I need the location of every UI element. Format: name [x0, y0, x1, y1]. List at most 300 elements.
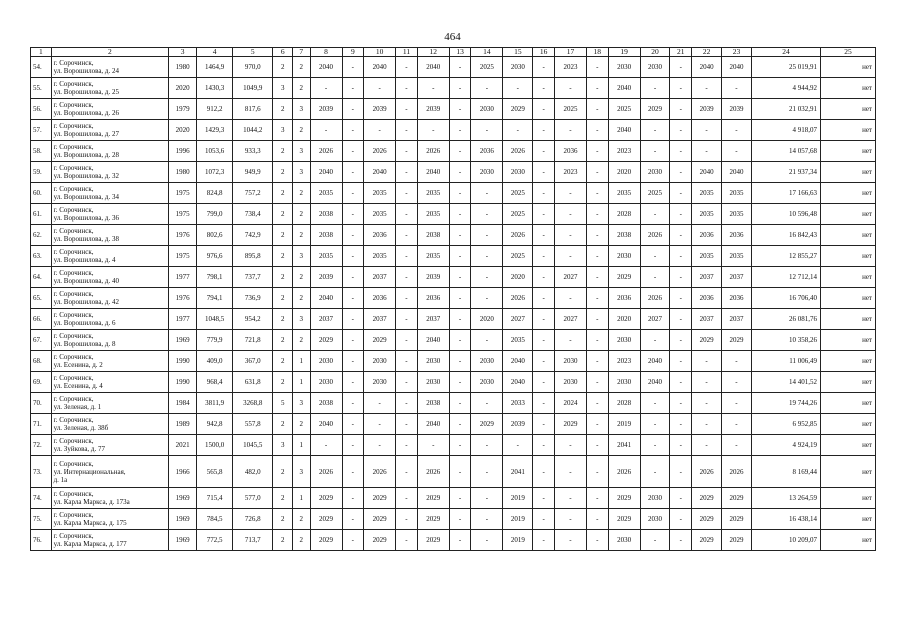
table-cell: - — [533, 488, 555, 509]
table-cell: - — [722, 351, 752, 372]
table-cell: - — [533, 509, 555, 530]
table-cell: - — [342, 414, 364, 435]
table-cell: - — [692, 141, 722, 162]
table-cell: 2030 — [608, 246, 640, 267]
table-cell: 2036 — [692, 225, 722, 246]
table-cell: - — [554, 225, 586, 246]
table-cell: 2026 — [364, 456, 396, 488]
table-cell: - — [310, 435, 342, 456]
table-cell: 2041 — [608, 435, 640, 456]
table-cell: 1 — [293, 435, 311, 456]
table-cell: - — [342, 57, 364, 78]
table-cell: 1049,9 — [233, 78, 273, 99]
table-cell: 715,4 — [197, 488, 233, 509]
address-cell — [51, 204, 169, 225]
table-cell: 954,2 — [233, 309, 273, 330]
page-number: 464 — [444, 31, 461, 43]
address-line: ул. Ворошилова, д. 34 — [53, 193, 119, 201]
address-line: г. Сорочинск, — [53, 332, 94, 340]
table-cell: 2 — [273, 309, 293, 330]
table-cell: 2040 — [608, 120, 640, 141]
table-cell: нет — [821, 78, 876, 99]
address-cell — [51, 393, 169, 414]
table-cell: - — [533, 225, 555, 246]
table-cell: 2040 — [640, 372, 670, 393]
table-cell: - — [670, 141, 692, 162]
table-cell: 3 — [293, 162, 311, 183]
table-cell: - — [533, 120, 555, 141]
table-row — [31, 288, 876, 309]
table-cell: 976,6 — [197, 246, 233, 267]
table-cell: - — [310, 78, 342, 99]
table-row — [31, 267, 876, 288]
column-header: 19 — [608, 48, 640, 57]
table-cell: 2030 — [417, 372, 449, 393]
table-cell: - — [670, 372, 692, 393]
table-row — [31, 78, 876, 99]
table-cell: 2035 — [692, 204, 722, 225]
table-cell: 2023 — [608, 141, 640, 162]
table-cell: - — [586, 267, 608, 288]
table-cell: - — [449, 530, 471, 551]
table-cell: 2 — [273, 99, 293, 120]
table-cell: 2025 — [471, 57, 503, 78]
table-row — [31, 141, 876, 162]
table-cell: 2029 — [364, 530, 396, 551]
column-header: 10 — [364, 48, 396, 57]
table-cell: нет — [821, 456, 876, 488]
table-cell: 2 — [293, 78, 311, 99]
table-cell: 2036 — [554, 141, 586, 162]
address-cell — [51, 78, 169, 99]
table-cell: - — [533, 456, 555, 488]
table-cell: 367,0 — [233, 351, 273, 372]
table-cell: - — [342, 393, 364, 414]
table-cell: 2026 — [608, 456, 640, 488]
table-cell: 10 358,26 — [751, 330, 820, 351]
table-cell: 2029 — [722, 530, 752, 551]
table-cell: - — [449, 393, 471, 414]
table-cell: 2 — [293, 288, 311, 309]
table-cell: нет — [821, 120, 876, 141]
table-cell: 2037 — [692, 309, 722, 330]
address-cell — [51, 162, 169, 183]
table-cell: - — [449, 204, 471, 225]
table-row — [31, 162, 876, 183]
table-cell: - — [396, 162, 418, 183]
table-row — [31, 393, 876, 414]
table-cell: - — [586, 309, 608, 330]
table-cell: - — [533, 141, 555, 162]
column-header: 6 — [273, 48, 293, 57]
table-cell: - — [533, 393, 555, 414]
table-body — [31, 57, 876, 551]
table-cell: - — [722, 120, 752, 141]
table-cell: 2 — [293, 204, 311, 225]
table-cell: - — [310, 120, 342, 141]
table-cell: 2029 — [503, 99, 533, 120]
table-row — [31, 488, 876, 509]
table-cell: 409,0 — [197, 351, 233, 372]
table-cell: - — [670, 204, 692, 225]
table-cell: 2040 — [310, 162, 342, 183]
table-cell: 2 — [273, 351, 293, 372]
table-cell: 3 — [273, 78, 293, 99]
table-cell: - — [342, 141, 364, 162]
table-cell: 798,1 — [197, 267, 233, 288]
table-cell: - — [449, 488, 471, 509]
table-cell: 2 — [273, 509, 293, 530]
table-cell: 2 — [273, 57, 293, 78]
table-cell: - — [554, 288, 586, 309]
column-header: 24 — [751, 48, 820, 57]
table-cell: - — [533, 57, 555, 78]
table-cell: 2029 — [417, 488, 449, 509]
table-cell: - — [586, 509, 608, 530]
table-cell: 2040 — [640, 351, 670, 372]
address-line: г. Сорочинск, — [53, 80, 94, 88]
table-cell: 2039 — [503, 414, 533, 435]
table-cell: 2030 — [640, 509, 670, 530]
table-cell: 12 712,14 — [751, 267, 820, 288]
table-cell: - — [449, 509, 471, 530]
table-cell: 60. — [31, 183, 52, 204]
table-cell: - — [670, 99, 692, 120]
table-cell: - — [449, 78, 471, 99]
column-header: 5 — [233, 48, 273, 57]
table-cell: 2037 — [310, 309, 342, 330]
table-cell: - — [396, 530, 418, 551]
table-cell: - — [586, 488, 608, 509]
table-cell: нет — [821, 288, 876, 309]
table-cell: - — [554, 530, 586, 551]
table-cell: 16 438,14 — [751, 509, 820, 530]
table-cell: 2029 — [608, 267, 640, 288]
table-cell: - — [670, 488, 692, 509]
table-cell: 757,2 — [233, 183, 273, 204]
table-cell: - — [342, 288, 364, 309]
table-cell: - — [533, 330, 555, 351]
table-cell: нет — [821, 57, 876, 78]
table-cell: 1976 — [169, 288, 197, 309]
table-cell: - — [533, 351, 555, 372]
table-cell: - — [396, 456, 418, 488]
table-cell: 736,9 — [233, 288, 273, 309]
table-cell: нет — [821, 141, 876, 162]
table-cell: - — [396, 351, 418, 372]
table-cell: 2029 — [417, 530, 449, 551]
table-cell: - — [640, 78, 670, 99]
table-cell: 2033 — [503, 393, 533, 414]
address-line: ул. Карла Маркса, д. 173а — [53, 498, 130, 506]
table-cell: - — [586, 141, 608, 162]
address-cell — [51, 57, 169, 78]
table-cell: 2040 — [692, 57, 722, 78]
table-cell: 2021 — [169, 435, 197, 456]
table-cell: - — [640, 414, 670, 435]
table-cell: - — [533, 246, 555, 267]
table-cell: 2029 — [722, 330, 752, 351]
table-cell: - — [417, 78, 449, 99]
table-cell: - — [670, 288, 692, 309]
table-cell: - — [364, 78, 396, 99]
address-line: ул. Ворошилова, д. 42 — [53, 298, 119, 306]
table-cell: 2024 — [554, 393, 586, 414]
table-cell: - — [471, 246, 503, 267]
address-line: г. Сорочинск, — [53, 511, 94, 519]
table-cell: 72. — [31, 435, 52, 456]
address-line: г. Сорочинск, — [53, 311, 94, 319]
table-row — [31, 225, 876, 246]
address-line: г. Сорочинск, — [53, 374, 94, 382]
table-cell: - — [471, 267, 503, 288]
table-cell: 2040 — [364, 162, 396, 183]
table-cell: 1980 — [169, 162, 197, 183]
table-cell: - — [364, 414, 396, 435]
table-cell: 3 — [293, 99, 311, 120]
table-cell: нет — [821, 509, 876, 530]
table-cell: - — [342, 246, 364, 267]
table-cell: 2 — [293, 330, 311, 351]
table-cell: 912,2 — [197, 99, 233, 120]
table-cell: 1 — [293, 488, 311, 509]
table-cell: - — [533, 204, 555, 225]
table-cell: 70. — [31, 393, 52, 414]
table-cell: - — [342, 309, 364, 330]
table-cell: 577,0 — [233, 488, 273, 509]
header-row — [31, 48, 876, 57]
table-cell: - — [533, 162, 555, 183]
table-cell: - — [586, 99, 608, 120]
table-cell: 2 — [293, 225, 311, 246]
table-cell: - — [342, 372, 364, 393]
table-cell: - — [364, 120, 396, 141]
table-cell: нет — [821, 488, 876, 509]
table-cell: 1072,3 — [197, 162, 233, 183]
table-cell: - — [722, 414, 752, 435]
table-cell: - — [586, 351, 608, 372]
address-cell — [51, 330, 169, 351]
table-cell: 1969 — [169, 330, 197, 351]
table-cell: 2030 — [417, 351, 449, 372]
address-cell — [51, 435, 169, 456]
table-cell: - — [533, 414, 555, 435]
table-cell: 794,1 — [197, 288, 233, 309]
table-cell: - — [449, 141, 471, 162]
table-cell: 2038 — [310, 225, 342, 246]
table-cell: - — [670, 162, 692, 183]
table-cell: - — [554, 488, 586, 509]
column-header: 2 — [51, 48, 169, 57]
table-cell: 54. — [31, 57, 52, 78]
table-cell: 2 — [293, 120, 311, 141]
table-cell: - — [586, 530, 608, 551]
table-cell: 2026 — [503, 141, 533, 162]
table-cell: 2 — [273, 456, 293, 488]
address-line: ул. Зеленая, д. 38б — [53, 424, 109, 432]
address-line: ул. Ворошилова, д. 40 — [53, 277, 119, 285]
table-cell: - — [640, 141, 670, 162]
table-cell: 2025 — [608, 99, 640, 120]
table-cell: 2026 — [722, 456, 752, 488]
table-cell: 2035 — [310, 246, 342, 267]
table-cell: 3268,8 — [233, 393, 273, 414]
table-cell: 2029 — [692, 530, 722, 551]
table-cell: 1 — [293, 351, 311, 372]
table-cell: 2030 — [310, 351, 342, 372]
table-cell: 2029 — [608, 488, 640, 509]
table-cell: 1984 — [169, 393, 197, 414]
table-cell: - — [396, 141, 418, 162]
table-cell: 2029 — [364, 509, 396, 530]
column-header: 12 — [417, 48, 449, 57]
table-cell: 2030 — [471, 372, 503, 393]
table-cell: 2 — [293, 509, 311, 530]
table-cell: 21 937,34 — [751, 162, 820, 183]
table-row — [31, 183, 876, 204]
table-cell: 21 032,91 — [751, 99, 820, 120]
table-cell: - — [586, 78, 608, 99]
table-cell: - — [640, 393, 670, 414]
table-cell: 2 — [293, 267, 311, 288]
table-cell: - — [342, 435, 364, 456]
table-cell: 2026 — [310, 456, 342, 488]
column-header: 8 — [310, 48, 342, 57]
address-line: г. Сорочинск, — [53, 269, 94, 277]
table-row — [31, 509, 876, 530]
table-cell: 2038 — [417, 225, 449, 246]
column-header: 25 — [821, 48, 876, 57]
table-cell: 2 — [273, 246, 293, 267]
table-cell: - — [449, 225, 471, 246]
table-cell: 2035 — [417, 204, 449, 225]
table-cell: - — [396, 183, 418, 204]
table-cell: 2037 — [722, 309, 752, 330]
table-cell: - — [670, 509, 692, 530]
table-cell: 2029 — [310, 509, 342, 530]
table-cell: 19 744,26 — [751, 393, 820, 414]
table-cell: 2037 — [692, 267, 722, 288]
address-cell — [51, 488, 169, 509]
table-cell: 65. — [31, 288, 52, 309]
table-cell: - — [692, 351, 722, 372]
address-line: г. Сорочинск, — [53, 416, 94, 424]
table-cell: 2035 — [692, 246, 722, 267]
table-cell: 1464,9 — [197, 57, 233, 78]
table-cell: 2020 — [169, 120, 197, 141]
table-cell: - — [449, 99, 471, 120]
column-header: 20 — [640, 48, 670, 57]
table-cell: 10 209,07 — [751, 530, 820, 551]
table-cell: - — [471, 288, 503, 309]
table-cell: - — [449, 288, 471, 309]
table-cell: - — [722, 435, 752, 456]
table-cell: 3811,9 — [197, 393, 233, 414]
address-cell — [51, 288, 169, 309]
table-cell: 3 — [293, 309, 311, 330]
table-cell: 2040 — [692, 162, 722, 183]
table-cell: 2035 — [692, 183, 722, 204]
table-cell: 2035 — [722, 183, 752, 204]
table-cell: - — [342, 456, 364, 488]
address-line: ул. Карла Маркса, д. 175 — [53, 519, 127, 527]
address-line: д. 1а — [53, 475, 68, 484]
table-cell: - — [396, 204, 418, 225]
table-cell: 2038 — [417, 393, 449, 414]
table-cell: 1975 — [169, 246, 197, 267]
table-cell: 2025 — [503, 246, 533, 267]
table-cell: - — [471, 488, 503, 509]
table-cell: - — [396, 57, 418, 78]
address-cell — [51, 141, 169, 162]
table-cell: - — [342, 488, 364, 509]
column-header: 18 — [586, 48, 608, 57]
table-cell: 62. — [31, 225, 52, 246]
table-cell: 71. — [31, 414, 52, 435]
table-cell: 3 — [293, 393, 311, 414]
table-cell: - — [640, 330, 670, 351]
table-cell: 2030 — [503, 57, 533, 78]
table-cell: - — [396, 309, 418, 330]
table-cell: 2030 — [608, 330, 640, 351]
table-cell: 1980 — [169, 57, 197, 78]
table-cell: - — [449, 330, 471, 351]
address-line: г. Сорочинск, — [53, 122, 94, 130]
table-cell: нет — [821, 99, 876, 120]
table-cell: - — [396, 78, 418, 99]
address-cell — [51, 456, 169, 488]
table-cell: 824,8 — [197, 183, 233, 204]
table-cell: - — [471, 78, 503, 99]
column-header: 1 — [31, 48, 52, 57]
table-cell: 17 166,63 — [751, 183, 820, 204]
table-cell: 2028 — [608, 393, 640, 414]
table-cell: 2040 — [417, 414, 449, 435]
table-cell: 2039 — [417, 99, 449, 120]
table-cell: - — [449, 183, 471, 204]
table-cell: 2027 — [503, 309, 533, 330]
address-cell — [51, 509, 169, 530]
table-cell: 16 706,40 — [751, 288, 820, 309]
table-cell: - — [554, 183, 586, 204]
table-cell: 64. — [31, 267, 52, 288]
table-cell: 1430,3 — [197, 78, 233, 99]
table-cell: 25 019,91 — [751, 57, 820, 78]
table-cell: 2023 — [608, 351, 640, 372]
address-line: г. Сорочинск, — [53, 490, 94, 498]
table-cell: - — [396, 488, 418, 509]
address-cell — [51, 309, 169, 330]
table-cell: - — [533, 309, 555, 330]
table-cell: - — [342, 183, 364, 204]
table-cell: 2029 — [471, 414, 503, 435]
table-cell: - — [471, 120, 503, 141]
table-cell: - — [692, 393, 722, 414]
table-cell: 2 — [273, 530, 293, 551]
address-cell — [51, 99, 169, 120]
table-row — [31, 120, 876, 141]
table-cell: - — [586, 414, 608, 435]
table-cell: 2 — [293, 57, 311, 78]
table-cell: 2030 — [364, 372, 396, 393]
table-cell: нет — [821, 309, 876, 330]
table-cell: - — [503, 435, 533, 456]
table-row — [31, 204, 876, 225]
table-cell: - — [692, 414, 722, 435]
data-table-container — [30, 47, 876, 551]
table-cell: - — [554, 330, 586, 351]
table-cell: 1996 — [169, 141, 197, 162]
